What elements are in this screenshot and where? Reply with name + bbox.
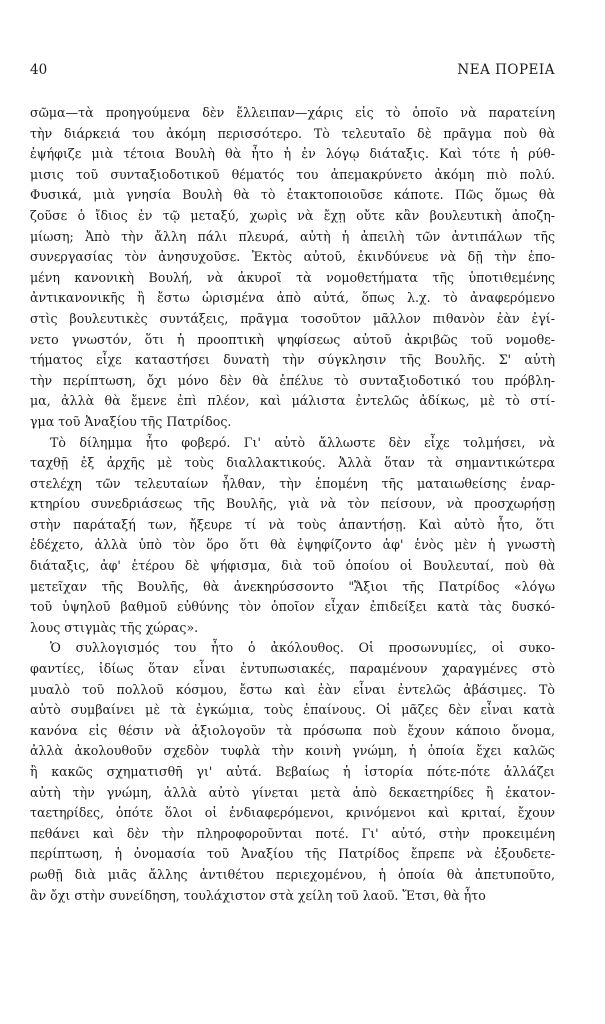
text-line: αὐτὸ συμβαίνει μὲ τὰ ἐγκώμια, τοὺς ἐπαίνους. Οἱ μᾶζες δὲν εἶναι κατὰ <box>30 702 555 718</box>
text-line: ἀντικανονικῆς ἢ ἔστω ὡρισμένα ἀπὸ αὐτά, ὅπως λ.χ. τὸ ἀναφερόμενο <box>30 290 555 306</box>
paragraph <box>30 433 555 639</box>
text-line: Φυσικά, μιὰ γνησία Βουλὴ θὰ τὸ ἐτακτοποιοῦσε κάποτε. Πῶς ὅμως θὰ <box>30 187 555 203</box>
text-line: μυαλὸ τοῦ πολλοῦ κόσμου, ἔστω καὶ ἐὰν εἶναι ἐντελῶς ἀβάσιμες. Τὸ <box>30 681 555 697</box>
text-line: μίωση; Ἀπὸ τὴν ἄλλη πάλι πλευρά, αὐτὴ ἡ ἀπειλὴ τῶν ἀντιπάλων τῆς <box>30 228 555 244</box>
text-line: στὶς βουλευτικὲς συντάξεις, πρᾶγμα τοσοῦτον μᾶλλον πιθανὸν ἐὰν ἐγί- <box>30 310 555 326</box>
text-line: διάταξις, ἀφ' ἑτέρου δὲ ψήφισμα, διὰ τοῦ ὁποίου οἱ Βουλευταί, ποὺ θὰ <box>30 558 555 574</box>
text-line: τὴν διάρκειά του ἀκόμη περισσότερο. Τὸ τελευταῖο δὲ πρᾶγμα ποὺ θὰ <box>30 125 555 141</box>
text-line: σῶμα—τὰ προηγούμενα δὲν ἔλλειπαν—χάρις εἰς τὸ ὁποῖο νὰ παρατείνη <box>30 105 555 120</box>
journal-title: ΝΕΑ ΠΟΡΕΙΑ <box>457 62 555 78</box>
text-line: φαντίες, ἰδίως ὅταν εἶναι ἐντυπωσιακές, παραμένουν χαραγμένες στὸ <box>30 661 555 677</box>
text-line: τοῦ ὑψηλοῦ βαθμοῦ εὐθύνης τὸν ὁποῖον εἶχαν ἐπιδείξει κατὰ τὰς δυσκό- <box>30 599 555 615</box>
text-line: ἐψήφιζε μιὰ τέτοια Βουλὴ θὰ ἦτο ἡ ἐν λόγῳ διάταξις. Καὶ τότε ἡ ρύθ- <box>30 146 555 162</box>
paragraph <box>30 638 555 906</box>
text-line: Τὸ δίλημμα ἦτο φοβερό. Γι' αὐτὸ ἄλλωστε δὲν εἶχε τολμήσει, νὰ <box>50 434 555 450</box>
text-line: ταχθῇ ἐξ ἀρχῆς μὲ τοὺς διαλλακτικούς. Ἀλλὰ ὅταν τὰ σημαντικώτερα <box>30 455 555 471</box>
page-number: 40 <box>30 62 48 78</box>
text-line: τήματος εἶχε καταστήσει δυνατὴ τὴν σύγκλησιν τῆς Βουλῆς. Σ' αὐτὴ <box>30 352 555 368</box>
text-line: συνεργασίας τὸν ἀνησυχοῦσε. Ἐκτὸς αὐτοῦ, ἐκινδύνευε νὰ δῇ τὴν ἑπο- <box>30 249 555 265</box>
text-line: μένη κανονικὴ Βουλή, νὰ ἀκυροῖ τὰ νομοθετήματα τῆς ὑποτιθεμένης <box>30 269 555 285</box>
text-line: λους στιγμὰς τῆς χώρας». <box>30 619 199 635</box>
text-line: Ὁ συλλογισμός του ἦτο ὁ ἀκόλουθος. Οἱ προσωνυμίες, οἱ συκο- <box>50 640 555 656</box>
text-line: τὴν περίπτωση, ὄχι μόνο δὲν θὰ ἐπέλυε τὸ συνταξιοδοτικό του πρόβλη- <box>30 372 555 388</box>
text-line: στελέχη τῶν τελευταίων ἦλθαν, τὴν ἑπομένη τῆς ματαιωθείσης ἐναρ- <box>30 475 555 491</box>
text-line: πεθάνει καὶ δὲν τὴν πληροφοροῦνται ποτέ. Γι' αὐτό, στὴν προκειμένη <box>30 825 555 841</box>
text-line: ζοῦσε ὁ ἴδιος ἐν τῷ μεταξύ, χωρὶς νὰ ἔχῃ οὔτε κἂν βουλευτικὴ ἀποζη- <box>30 207 555 223</box>
text-line: μετεῖχαν τῆς Βουλῆς, θὰ ἀνεκηρύσσοντο "Ἄξιοι τῆς Πατρίδος «λόγω <box>30 578 555 594</box>
text-line: στὴν παράταξή των, ἤξευρε τί νὰ τοὺς ἀπαντήσῃ. Καὶ αὐτὸ ἦτο, ὅτι <box>30 516 555 532</box>
text-line: ἢ κακῶς σχηματισθῆ γι' αὐτά. Βεβαίως ἡ ἱστορία πότε-πότε ἀλλάζει <box>30 764 555 779</box>
text-line: μισις τοῦ συνταξιοδοτικοῦ θέματός του ἀπεμακρύνετο ἀκόμη πιὸ πολύ. <box>30 166 555 182</box>
text-line: νετο γνωστόν, ὅτι ἡ προοπτικὴ ψηφίσεως αὐτοῦ ἀκριβῶς τοῦ νομοθε- <box>30 331 555 347</box>
text-line: ἂν ὄχι στὴν συνείδηση, τουλάχιστον στὰ χείλη τοῦ λαοῦ. Ἔτσι, θὰ ἦτο <box>30 887 486 903</box>
text-line: αὐτὴ τὴν γνώμη, ἀλλὰ αὐτὸ γίνεται μετὰ ἀπὸ δεκαετηρίδες ἢ ἑκατον- <box>30 784 555 800</box>
text-line: ἀλλὰ ἀκολουθοῦν σχεδὸν τυφλὰ τὴν κοινὴ γνώμη, ἡ ὁποία ἔχει καλῶς <box>30 743 555 759</box>
text-line: κανόνα εἰς θέσιν νὰ ἀξιολογοῦν τὰ πρόσωπα ποὺ ἔχουν κάποιο ὄνομα, <box>30 722 555 738</box>
text-line: ρωθῇ διὰ μιᾶς ἄλλης ἀντιθέτου περιεχομένου, ἡ ὁποία θὰ ἀπετυποῦτο, <box>30 866 555 882</box>
text-line: γμα τοῦ Ἀναξίου τῆς Πατρίδος. <box>30 413 232 429</box>
text-line: περίπτωση, ἡ ὀνομασία τοῦ Ἀναξίου τῆς Πατρίδος ἔπρεπε νὰ ἐξουδετε- <box>30 846 555 862</box>
paragraph <box>30 103 555 433</box>
text-body <box>30 103 555 906</box>
text-line: ἐδέχετο, ἀλλὰ ὑπὸ τὸν ὅρο ὅτι θὰ ἐψηφίζοντο ἀφ' ἑνὸς μὲν ἡ γνωστὴ <box>30 537 555 553</box>
text-line: μα, ἀλλὰ θὰ ἔμενε ἐπὶ πλέον, καὶ μάλιστα ἐντελῶς ἀδίκως, μὲ τὸ στί- <box>30 393 555 409</box>
text-line: ταετηρίδες, ὁπότε ὅλοι οἱ ἐνδιαφερόμενοι, κρινόμενοι καὶ κριταί, ἔχουν <box>30 805 555 821</box>
running-header <box>30 62 555 80</box>
text-line: κτηρίου συνεδριάσεως τῆς Βουλῆς, γιὰ νὰ τὸν πείσουν, νὰ προσχωρήσῃ <box>30 496 555 512</box>
